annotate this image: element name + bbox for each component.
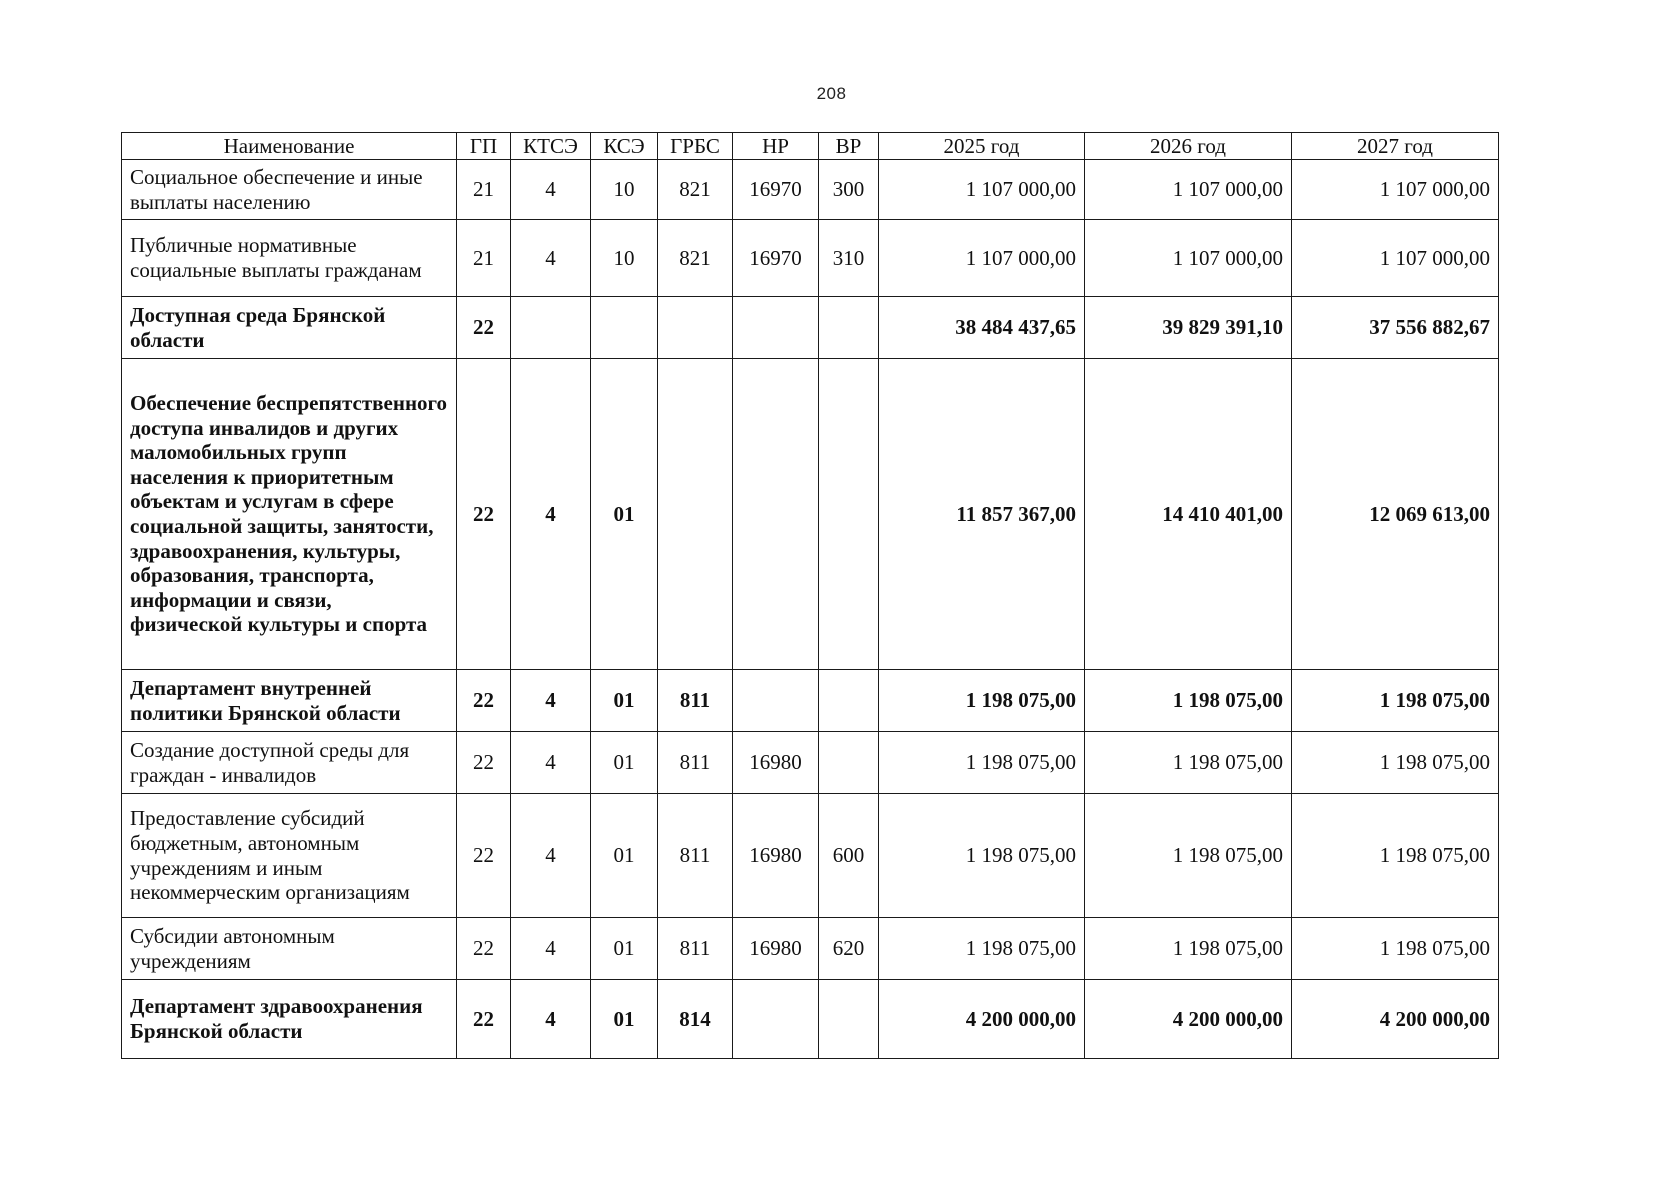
row-grbs: 811 xyxy=(658,918,733,980)
row-ktse: 4 xyxy=(511,980,591,1059)
header-ktse: КТСЭ xyxy=(511,133,591,160)
row-amount-2025: 4 200 000,00 xyxy=(879,980,1085,1059)
row-amount-2025: 1 198 075,00 xyxy=(879,732,1085,794)
row-name: Субсидии автономным учреждениям xyxy=(122,918,457,980)
table-row xyxy=(122,918,1499,980)
row-name: Социальное обеспечение и иные выплаты населению xyxy=(122,160,457,220)
row-amount-2027: 1 198 075,00 xyxy=(1292,794,1499,918)
row-amount-2026: 4 200 000,00 xyxy=(1085,980,1292,1059)
row-nr: 16980 xyxy=(733,732,819,794)
row-name: Департамент внутренней политики Брянской области xyxy=(122,670,457,732)
row-grbs: 814 xyxy=(658,980,733,1059)
row-amount-2027: 12 069 613,00 xyxy=(1292,359,1499,670)
row-name: Обеспечение беспрепятственного доступа инвалидов и других маломобильных групп населения к приоритетным объектам и услугам в сфере социальной защиты, занятости, здравоохранения, культуры, образования, транспорта, информации и связи, физической культуры и спорта xyxy=(122,359,457,670)
row-nr xyxy=(733,980,819,1059)
row-ktse: 4 xyxy=(511,794,591,918)
row-amount-2026: 1 107 000,00 xyxy=(1085,220,1292,297)
row-grbs: 821 xyxy=(658,160,733,220)
row-grbs xyxy=(658,297,733,359)
row-gp: 22 xyxy=(457,794,511,918)
row-grbs: 811 xyxy=(658,670,733,732)
row-amount-2026: 39 829 391,10 xyxy=(1085,297,1292,359)
row-name: Доступная среда Брянской области xyxy=(122,297,457,359)
row-kse: 01 xyxy=(591,794,658,918)
row-nr: 16980 xyxy=(733,794,819,918)
row-amount-2025: 1 198 075,00 xyxy=(879,918,1085,980)
row-name: Создание доступной среды для граждан - инвалидов xyxy=(122,732,457,794)
row-vr: 620 xyxy=(819,918,879,980)
row-gp: 22 xyxy=(457,670,511,732)
row-vr: 600 xyxy=(819,794,879,918)
row-gp: 22 xyxy=(457,732,511,794)
header-gp: ГП xyxy=(457,133,511,160)
row-nr xyxy=(733,297,819,359)
row-amount-2026: 14 410 401,00 xyxy=(1085,359,1292,670)
row-ktse: 4 xyxy=(511,918,591,980)
row-amount-2026: 1 198 075,00 xyxy=(1085,670,1292,732)
row-kse: 01 xyxy=(591,670,658,732)
row-kse xyxy=(591,297,658,359)
row-kse: 01 xyxy=(591,918,658,980)
row-ktse: 4 xyxy=(511,732,591,794)
row-nr xyxy=(733,359,819,670)
row-ktse xyxy=(511,297,591,359)
header-vr: ВР xyxy=(819,133,879,160)
row-kse: 01 xyxy=(591,732,658,794)
table-row xyxy=(122,359,1499,670)
header-name: Наименование xyxy=(122,133,457,160)
row-vr xyxy=(819,297,879,359)
row-name: Департамент здравоохранения Брянской области xyxy=(122,980,457,1059)
row-amount-2027: 1 107 000,00 xyxy=(1292,220,1499,297)
row-kse: 10 xyxy=(591,220,658,297)
row-gp: 22 xyxy=(457,980,511,1059)
row-ktse: 4 xyxy=(511,670,591,732)
table-row xyxy=(122,732,1499,794)
row-kse: 01 xyxy=(591,980,658,1059)
row-name: Предоставление субсидий бюджетным, автономным учреждениям и иным некоммерческим организациям xyxy=(122,794,457,918)
row-gp: 22 xyxy=(457,297,511,359)
header-nr: НР xyxy=(733,133,819,160)
row-gp: 21 xyxy=(457,220,511,297)
row-grbs: 811 xyxy=(658,794,733,918)
row-name: Публичные нормативные социальные выплаты гражданам xyxy=(122,220,457,297)
header-2025: 2025 год xyxy=(879,133,1085,160)
row-vr: 300 xyxy=(819,160,879,220)
row-nr: 16970 xyxy=(733,220,819,297)
row-nr xyxy=(733,670,819,732)
row-grbs: 821 xyxy=(658,220,733,297)
budget-table xyxy=(121,132,1499,1059)
table-row xyxy=(122,980,1499,1059)
row-kse: 10 xyxy=(591,160,658,220)
row-vr: 310 xyxy=(819,220,879,297)
row-nr: 16970 xyxy=(733,160,819,220)
row-amount-2026: 1 107 000,00 xyxy=(1085,160,1292,220)
table-row xyxy=(122,220,1499,297)
row-amount-2027: 4 200 000,00 xyxy=(1292,980,1499,1059)
row-amount-2025: 11 857 367,00 xyxy=(879,359,1085,670)
table-row xyxy=(122,160,1499,220)
row-amount-2027: 1 198 075,00 xyxy=(1292,670,1499,732)
row-amount-2026: 1 198 075,00 xyxy=(1085,732,1292,794)
row-vr xyxy=(819,732,879,794)
row-ktse: 4 xyxy=(511,220,591,297)
page-number: 208 xyxy=(816,84,847,103)
row-amount-2026: 1 198 075,00 xyxy=(1085,918,1292,980)
row-kse: 01 xyxy=(591,359,658,670)
header-row xyxy=(122,133,1499,160)
row-amount-2025: 1 107 000,00 xyxy=(879,220,1085,297)
row-gp: 21 xyxy=(457,160,511,220)
row-amount-2025: 1 198 075,00 xyxy=(879,794,1085,918)
header-2026: 2026 год xyxy=(1085,133,1292,160)
row-grbs xyxy=(658,359,733,670)
row-amount-2025: 38 484 437,65 xyxy=(879,297,1085,359)
table-row xyxy=(122,794,1499,918)
header-2027: 2027 год xyxy=(1292,133,1499,160)
row-gp: 22 xyxy=(457,359,511,670)
table-row xyxy=(122,297,1499,359)
row-vr xyxy=(819,980,879,1059)
row-amount-2027: 1 107 000,00 xyxy=(1292,160,1499,220)
row-vr xyxy=(819,359,879,670)
row-grbs: 811 xyxy=(658,732,733,794)
table-row xyxy=(122,670,1499,732)
row-amount-2025: 1 107 000,00 xyxy=(879,160,1085,220)
header-grbs: ГРБС xyxy=(658,133,733,160)
row-amount-2027: 1 198 075,00 xyxy=(1292,732,1499,794)
row-amount-2027: 37 556 882,67 xyxy=(1292,297,1499,359)
row-ktse: 4 xyxy=(511,160,591,220)
header-kse: КСЭ xyxy=(591,133,658,160)
row-ktse: 4 xyxy=(511,359,591,670)
row-vr xyxy=(819,670,879,732)
row-amount-2027: 1 198 075,00 xyxy=(1292,918,1499,980)
row-amount-2026: 1 198 075,00 xyxy=(1085,794,1292,918)
row-gp: 22 xyxy=(457,918,511,980)
row-amount-2025: 1 198 075,00 xyxy=(879,670,1085,732)
row-nr: 16980 xyxy=(733,918,819,980)
